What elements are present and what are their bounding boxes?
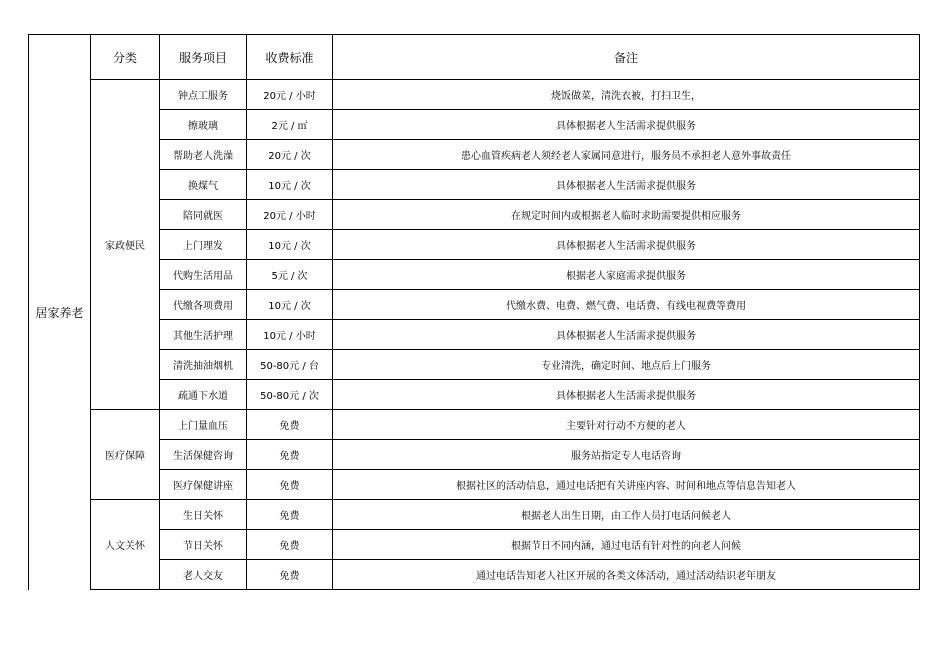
table-row — [29, 290, 920, 320]
category-cell: 医疗保障 — [91, 410, 160, 500]
table-row — [29, 170, 920, 200]
note-cell: 在规定时间内或根据老人临时求助需要提供相应服务 — [333, 200, 920, 230]
table-row — [29, 500, 920, 530]
note-cell: 具体根据老人生活需求提供服务 — [333, 320, 920, 350]
fee-cell: 免费 — [247, 530, 333, 560]
service-item-cell: 医疗保健讲座 — [160, 470, 247, 500]
service-item-cell: 钟点工服务 — [160, 80, 247, 110]
header-category: 分类 — [91, 35, 160, 80]
fee-cell: 50-80元 / 次 — [247, 380, 333, 410]
fee-cell: 20元 / 小时 — [247, 80, 333, 110]
header-fee: 收费标准 — [247, 35, 333, 80]
service-item-cell: 擦玻璃 — [160, 110, 247, 140]
service-item-cell: 帮助老人洗澡 — [160, 140, 247, 170]
fee-cell: 10元 / 次 — [247, 290, 333, 320]
header-row — [29, 35, 920, 80]
fee-cell: 免费 — [247, 410, 333, 440]
header-note: 备注 — [333, 35, 920, 80]
note-cell: 具体根据老人生活需求提供服务 — [333, 170, 920, 200]
table-row — [29, 320, 920, 350]
service-item-cell: 代购生活用品 — [160, 260, 247, 290]
service-item-cell: 疏通下水道 — [160, 380, 247, 410]
note-cell: 通过电话告知老人社区开展的各类文体活动，通过活动结识老年朋友 — [333, 560, 920, 590]
service-item-cell: 上门量血压 — [160, 410, 247, 440]
table-row — [29, 110, 920, 140]
fee-cell: 10元 / 次 — [247, 230, 333, 260]
fee-cell: 20元 / 次 — [247, 140, 333, 170]
table-row — [29, 470, 920, 500]
note-cell: 具体根据老人生活需求提供服务 — [333, 110, 920, 140]
fee-cell: 5元 / 次 — [247, 260, 333, 290]
table-row — [29, 140, 920, 170]
table-row — [29, 560, 920, 590]
service-item-cell: 生活保健咨询 — [160, 440, 247, 470]
note-cell: 专业清洗，确定时间、地点后上门服务 — [333, 350, 920, 380]
category-cell: 家政便民 — [91, 80, 160, 410]
service-item-cell: 换煤气 — [160, 170, 247, 200]
note-cell: 根据节日不同内涵，通过电话有针对性的向老人问候 — [333, 530, 920, 560]
table-row — [29, 440, 920, 470]
fee-cell: 免费 — [247, 470, 333, 500]
note-cell: 烧饭做菜，清洗衣被，打扫卫生， — [333, 80, 920, 110]
note-cell: 代缴水费、电费、燃气费、电话费、有线电视费等费用 — [333, 290, 920, 320]
fee-cell: 2元 / ㎡ — [247, 110, 333, 140]
table-row — [29, 350, 920, 380]
note-cell: 具体根据老人生活需求提供服务 — [333, 380, 920, 410]
fee-cell: 免费 — [247, 440, 333, 470]
table-body — [29, 35, 920, 590]
table-row — [29, 260, 920, 290]
service-fee-table — [28, 34, 920, 590]
service-item-cell: 节日关怀 — [160, 530, 247, 560]
table-row — [29, 530, 920, 560]
service-item-cell: 代缴各项费用 — [160, 290, 247, 320]
category-cell: 人文关怀 — [91, 500, 160, 590]
note-cell: 根据老人家庭需求提供服务 — [333, 260, 920, 290]
service-item-cell: 生日关怀 — [160, 500, 247, 530]
table-row — [29, 200, 920, 230]
table-row — [29, 80, 920, 110]
fee-cell: 50-80元 / 台 — [247, 350, 333, 380]
fee-cell: 免费 — [247, 560, 333, 590]
note-cell: 患心血管疾病老人须经老人家属同意进行，服务员不承担老人意外事故责任 — [333, 140, 920, 170]
table-row — [29, 380, 920, 410]
service-item-cell: 老人交友 — [160, 560, 247, 590]
note-cell: 具体根据老人生活需求提供服务 — [333, 230, 920, 260]
table-row — [29, 230, 920, 260]
fee-cell: 20元 / 小时 — [247, 200, 333, 230]
left-label: 居家养老 — [29, 35, 91, 590]
note-cell: 根据老人出生日期，由工作人员打电话问候老人 — [333, 500, 920, 530]
service-item-cell: 陪同就医 — [160, 200, 247, 230]
note-cell: 根据社区的活动信息，通过电话把有关讲座内容、时间和地点等信息告知老人 — [333, 470, 920, 500]
fee-cell: 10元 / 小时 — [247, 320, 333, 350]
service-item-cell: 清洗抽油烟机 — [160, 350, 247, 380]
note-cell: 主要针对行动不方便的老人 — [333, 410, 920, 440]
service-fee-sheet — [28, 34, 920, 590]
fee-cell: 10元 / 次 — [247, 170, 333, 200]
service-item-cell: 其他生活护理 — [160, 320, 247, 350]
note-cell: 服务站指定专人电话咨询 — [333, 440, 920, 470]
table-row — [29, 410, 920, 440]
fee-cell: 免费 — [247, 500, 333, 530]
header-item: 服务项目 — [160, 35, 247, 80]
service-item-cell: 上门理发 — [160, 230, 247, 260]
